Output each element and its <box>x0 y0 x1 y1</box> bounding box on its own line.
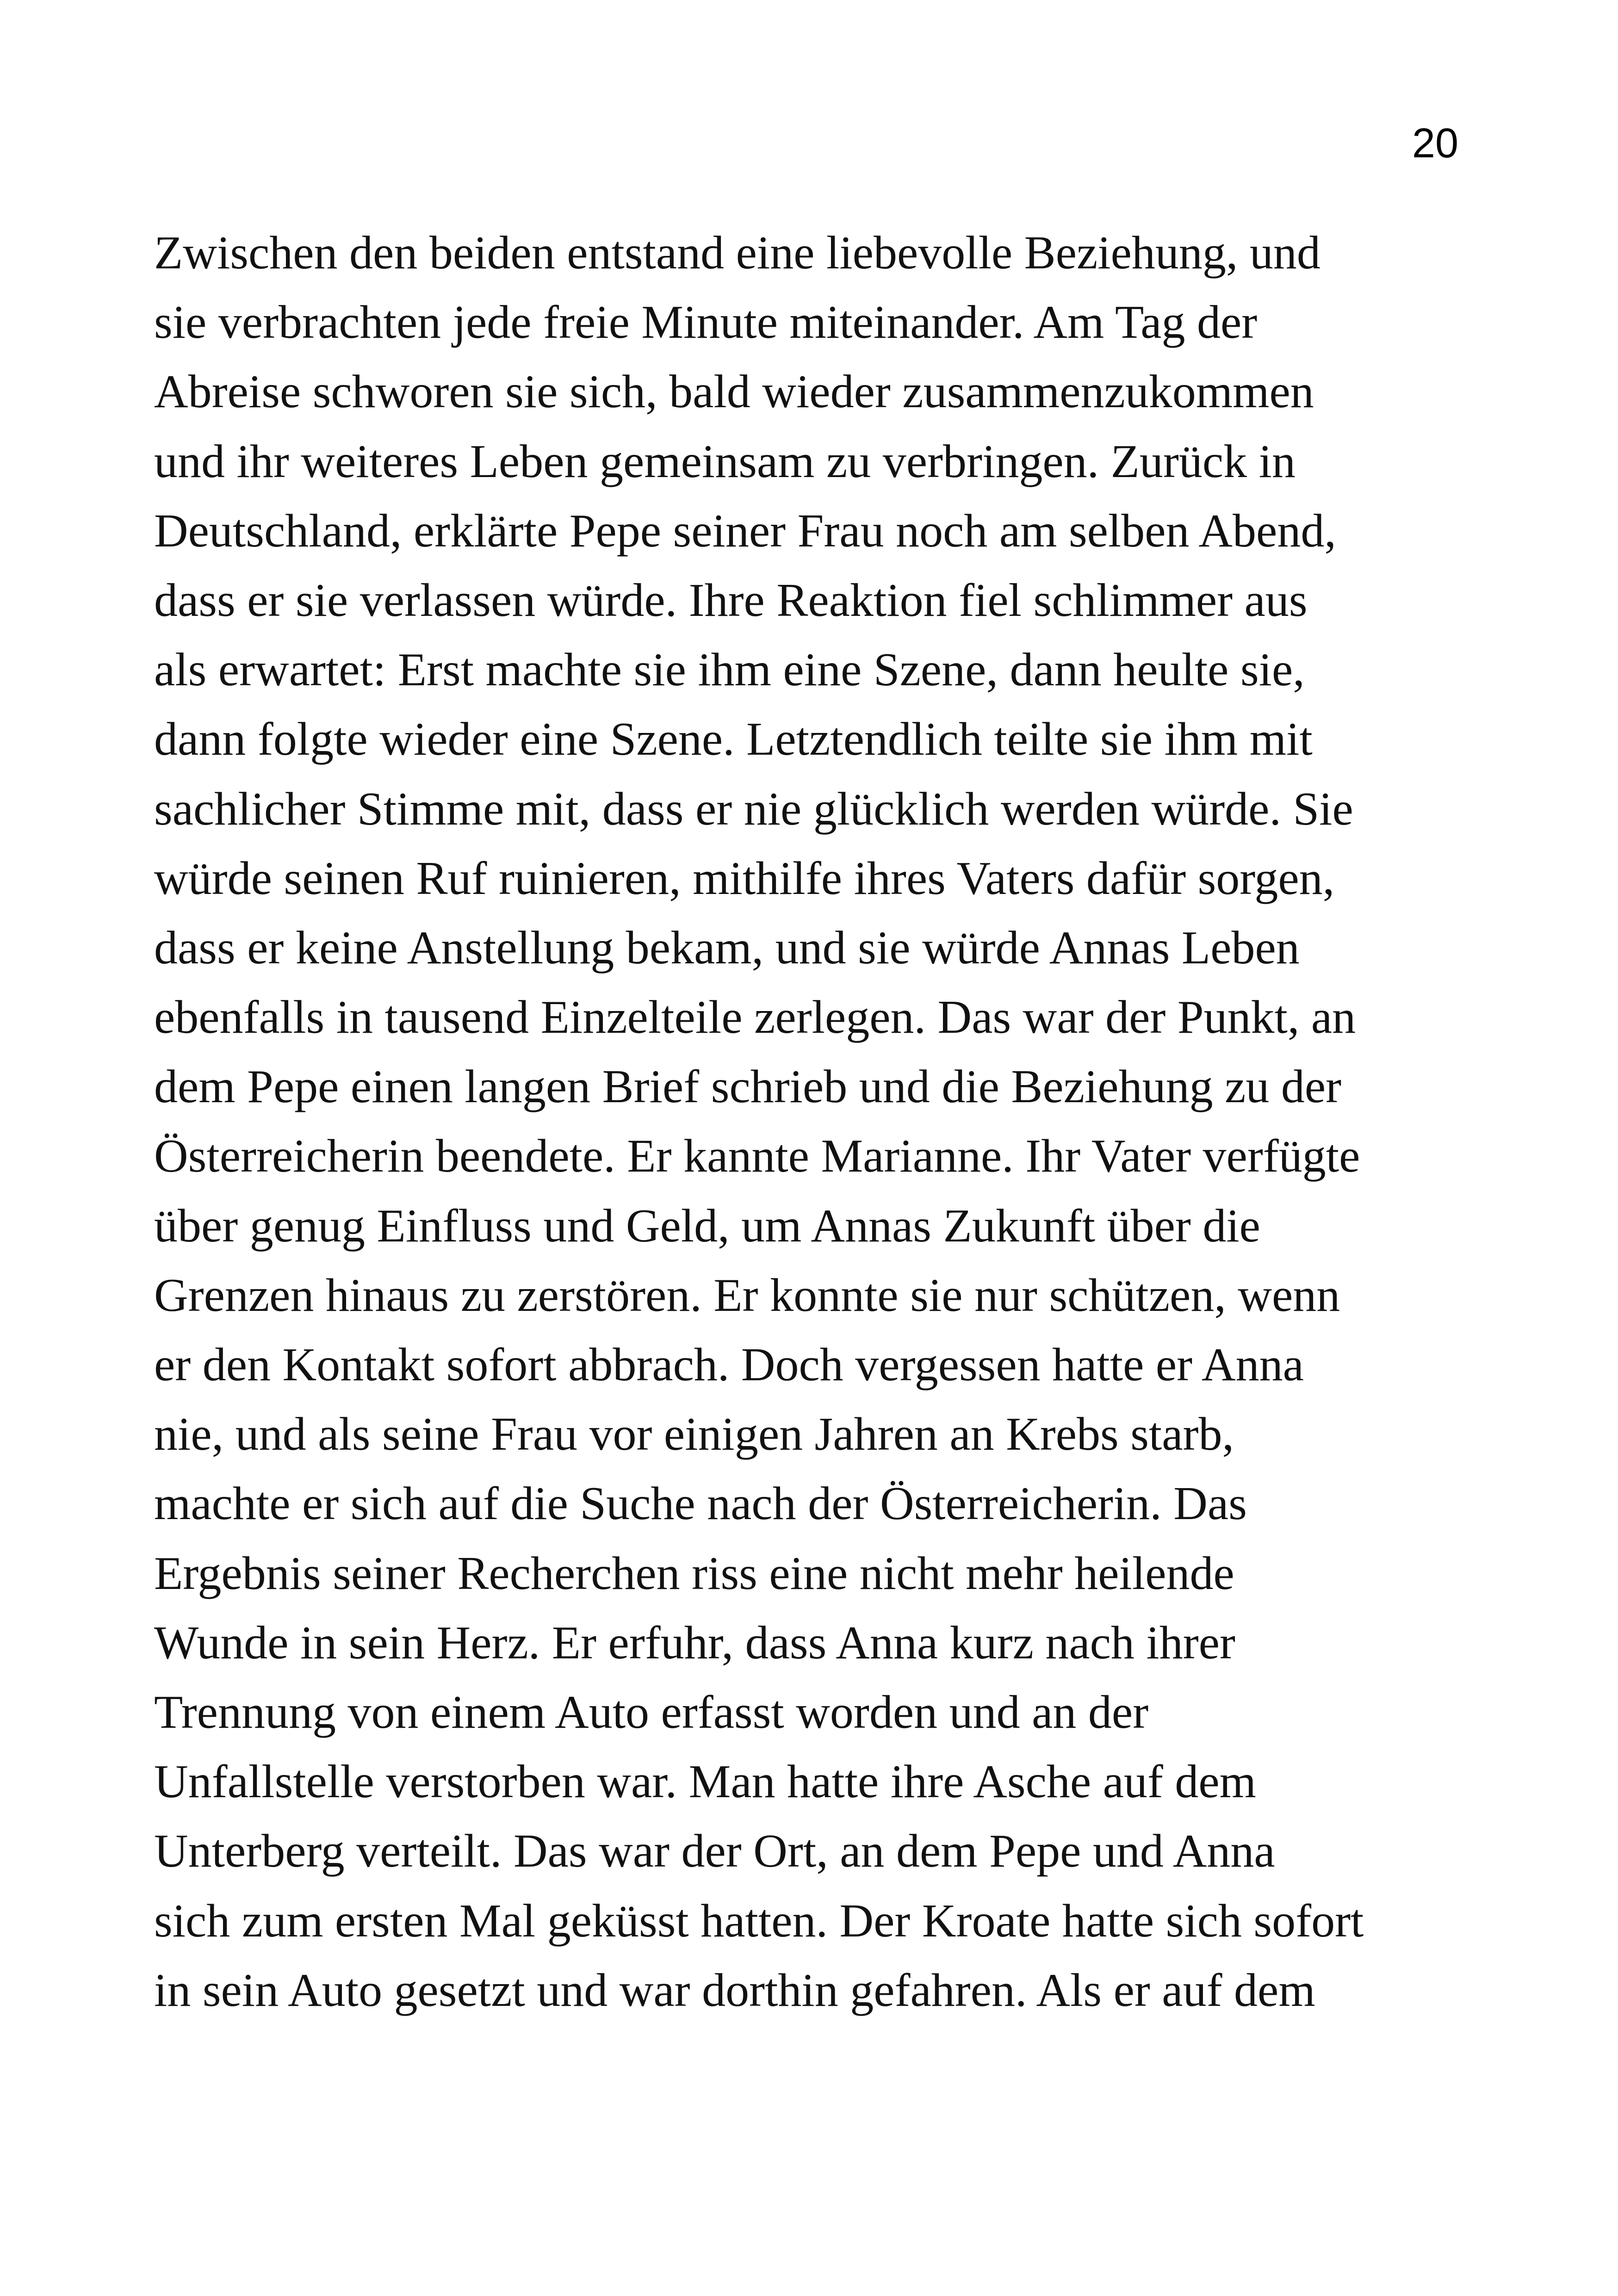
text-line: dass er sie verlassen würde. Ihre Reaktion fiel schlimmer aus <box>154 574 1308 627</box>
text-line: in sein Auto gesetzt und war dorthin gefahren. Als er auf dem <box>154 1964 1315 2017</box>
text-line: Zwischen den beiden entstand eine liebevolle Beziehung, und <box>154 227 1320 279</box>
text-line: Grenzen hinaus zu zerstören. Er konnte sie nur schützen, wenn <box>154 1269 1340 1322</box>
text-line: nie, und als seine Frau vor einigen Jahren an Krebs starb, <box>154 1408 1234 1461</box>
text-line: er den Kontakt sofort abbrach. Doch vergessen hatte er Anna <box>154 1339 1304 1391</box>
text-line: Österreicherin beendete. Er kannte Marianne. Ihr Vater verfügte <box>154 1130 1360 1183</box>
text-line: würde seinen Ruf ruinieren, mithilfe ihres Vaters dafür sorgen, <box>154 852 1335 905</box>
text-line: Ergebnis seiner Recherchen riss eine nicht mehr heilende <box>154 1547 1234 1600</box>
text-line: Wunde in sein Herz. Er erfuhr, dass Anna kurz nach ihrer <box>154 1616 1235 1669</box>
text-line: sie verbrachten jede freie Minute miteinander. Am Tag der <box>154 296 1258 349</box>
text-line: ebenfalls in tausend Einzelteile zerlegen. Das war der Punkt, an <box>154 991 1356 1044</box>
page-number: 20 <box>1412 120 1458 167</box>
text-line: dann folgte wieder eine Szene. Letztendlich teilte sie ihm mit <box>154 713 1313 766</box>
text-line: als erwartet: Erst machte sie ihm eine Szene, dann heulte sie, <box>154 644 1305 696</box>
text-line: Deutschland, erklärte Pepe seiner Frau noch am selben Abend, <box>154 504 1336 557</box>
text-line: dass er keine Anstellung bekam, und sie würde Annas Leben <box>154 921 1300 974</box>
text-line: sachlicher Stimme mit, dass er nie glücklich werden würde. Sie <box>154 782 1353 835</box>
text-line: Trennung von einem Auto erfasst worden und an der <box>154 1686 1149 1738</box>
text-line: Abreise schworen sie sich, bald wieder zusammenzukommen <box>154 366 1314 418</box>
text-line: und ihr weiteres Leben gemeinsam zu verbringen. Zurück in <box>154 435 1296 488</box>
text-line: machte er sich auf die Suche nach der Österreicherin. Das <box>154 1477 1247 1530</box>
body-paragraph <box>154 218 1487 2025</box>
text-line: Unterberg verteilt. Das war der Ort, an dem Pepe und Anna <box>154 1825 1275 1878</box>
text-line: über genug Einfluss und Geld, um Annas Zukunft über die <box>154 1199 1260 1252</box>
text-line: sich zum ersten Mal geküsst hatten. Der Kroate hatte sich sofort <box>154 1894 1364 1947</box>
text-line: dem Pepe einen langen Brief schrieb und die Beziehung zu der <box>154 1061 1342 1113</box>
text-line: Unfallstelle verstorben war. Man hatte ihre Asche auf dem <box>154 1756 1257 1808</box>
